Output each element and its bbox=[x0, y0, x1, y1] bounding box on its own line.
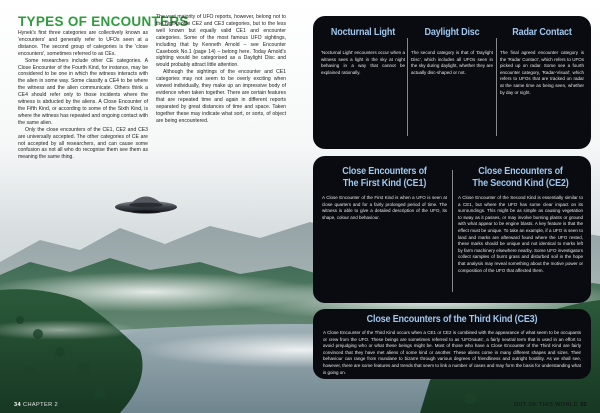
section-title-line: The First Kind (CE1) bbox=[342, 177, 427, 189]
text-column-2 bbox=[156, 14, 286, 125]
section-title: Close Encounters of the Third Kind (CE3) bbox=[366, 313, 538, 325]
paragraph: Some researchers include other CE categories. A Close Encounter of the Fourth Kind, for instance, may be considered to be one in which the witness interacts with the alien in some way. Some classify a CE4 to be where the witness and the alien communicate. Others think a CE4 should refer only to those incidents where the witness is abducted by the aliens. A Close Encounter of the Fifth Kind, or according to some of the Sixth Kind, is where the witness has repeated and ongoing contact with the same alien. bbox=[18, 57, 148, 126]
ce1-section bbox=[322, 156, 447, 221]
section-text: A Close Encounter of the Second Kind is essentially similar to a CE1, but where the UFO has some clear impact on its surroundings. This might be as simple as causing vegetation to sway as it passes, or may involve burning plants or ground with what appear to be engine blasts. A key feature is that the effect must be unique. To take an example, if a UFO is seen to land and marks are afterward found where the UFO rested, these marks should be unique and not identical to marks left by farm machinery elsewhere nearby. Some UFO investigators collect samples of burnt grass and disturbed soil in the hope that analysis may reveal something about the motive power or composition of the UFO that affected them. bbox=[458, 195, 583, 273]
section-title bbox=[331, 165, 439, 189]
section-title-line: The Second Kind (CE2) bbox=[472, 177, 569, 189]
paragraph: The vast majority of UFO reports, however, belong not to the high-profile CE2 and CE3 categories, but to the less well known but equally valid CE1 and encounter categories. Some of the most famous UFO sightings, including that by Kenneth Arnold – see Encounter Casebook No.1 (page 14) – belong here. Today Arnold's sighting would be categorised as a Daylight Disc and would probably attract little attention. bbox=[156, 14, 286, 69]
section-title: Daylight Disc bbox=[424, 26, 480, 38]
footer-right bbox=[514, 402, 587, 408]
page-number: 34 bbox=[14, 402, 22, 408]
text-column-1 bbox=[18, 30, 148, 161]
section-title: Radar Contact bbox=[512, 26, 572, 38]
divider bbox=[407, 38, 408, 136]
paragraph: Hynek's first three categories are collectively known as 'encounters' and generally refer to UFOs seen at a distance. The second group of categories is the 'close encounters', sometimes referred to as CEs. bbox=[18, 30, 148, 57]
divider bbox=[496, 38, 497, 136]
ce3-panel bbox=[313, 309, 591, 379]
section-text: 'Nocturnal Light' encounters occur when a witness sees a light in the sky at night behaving in a way that cannot be explained rationally. bbox=[321, 50, 405, 75]
section-title: Nocturnal Light bbox=[330, 26, 396, 38]
footer-left bbox=[14, 402, 58, 408]
section-title-line: Close Encounters of bbox=[342, 165, 427, 177]
nocturnal-light-section bbox=[321, 16, 405, 76]
section-text: A Close Encounter of the First Kind is when a UFO is seen at close quarters and for a fairly prolonged period of time. The witness is able to give a detailed description of the UFO, its shape, colour and behaviour. bbox=[322, 195, 447, 220]
paragraph: Although the sightings of the encounter and CE1 categories may not seem to be overly exciting when viewed individually, they make up an impressive body of evidence when taken together. There are certain features that are repeated time and again in different reports separated by great distances of time and space. Taken together these may indicate what sort, or sorts, of object are being encountered. bbox=[156, 69, 286, 124]
radar-contact-section bbox=[500, 16, 584, 96]
encounters-panel bbox=[313, 16, 591, 149]
ce2-section bbox=[458, 156, 583, 274]
daylight-disc-section bbox=[411, 16, 493, 76]
page-heading: TYPES OF ENCOUNTERS bbox=[18, 14, 189, 29]
paragraph: Only the close encounters of the CE1, CE2 and CE3 are universally accepted. The other categories of CE are not accepted by all researchers, and can cause some confusion as not all who do recognise them see them as meaning the same thing. bbox=[18, 126, 148, 161]
section-text: The final agreed encounter category is the 'Radar Contact', which refers to UFOs picked up on radar. Some see a fourth encounter category, 'Radar-Visual', which refers to UFOs that are tracked on radar at the same time as being seen, whether by day or night. bbox=[500, 50, 584, 95]
section-title bbox=[467, 165, 575, 189]
divider bbox=[452, 170, 453, 292]
chapter-label: CHAPTER 2 bbox=[23, 402, 58, 408]
section-title-line: Close Encounters of bbox=[478, 165, 563, 177]
page-number: 35 bbox=[579, 402, 587, 408]
ce3-section bbox=[323, 309, 581, 376]
book-title: OUT OF THIS WORLD bbox=[513, 402, 578, 408]
section-text: The second category is that of 'Daylight Disc', which includes all UFOs seen in the sky during daylight, whether they are actually disc-shaped or not. bbox=[411, 50, 493, 75]
section-text: A Close Encounter of the Third Kind occurs when a CE1 or CE2 is combined with the appearance of what seem to be occupants or crew from the UFO. These beings are sometimes referred to as 'UFOnauts', a fairly neutral term that is used in an effort to avoid prejudging who or what these beings might be. Most of those who have a Close Encounter of the Third Kind are fairly convinced that they have met aliens of some kind or another. These aliens come in many different shapes and sizes. Their behaviour can range from mundane to bizarre through various degrees of friendliness and outright hostility. As we shall see, however, there are some features and trends that seem to link a number of cases and may form the basis for understanding what is going on. bbox=[323, 330, 581, 375]
close-encounters-panel bbox=[313, 156, 591, 303]
